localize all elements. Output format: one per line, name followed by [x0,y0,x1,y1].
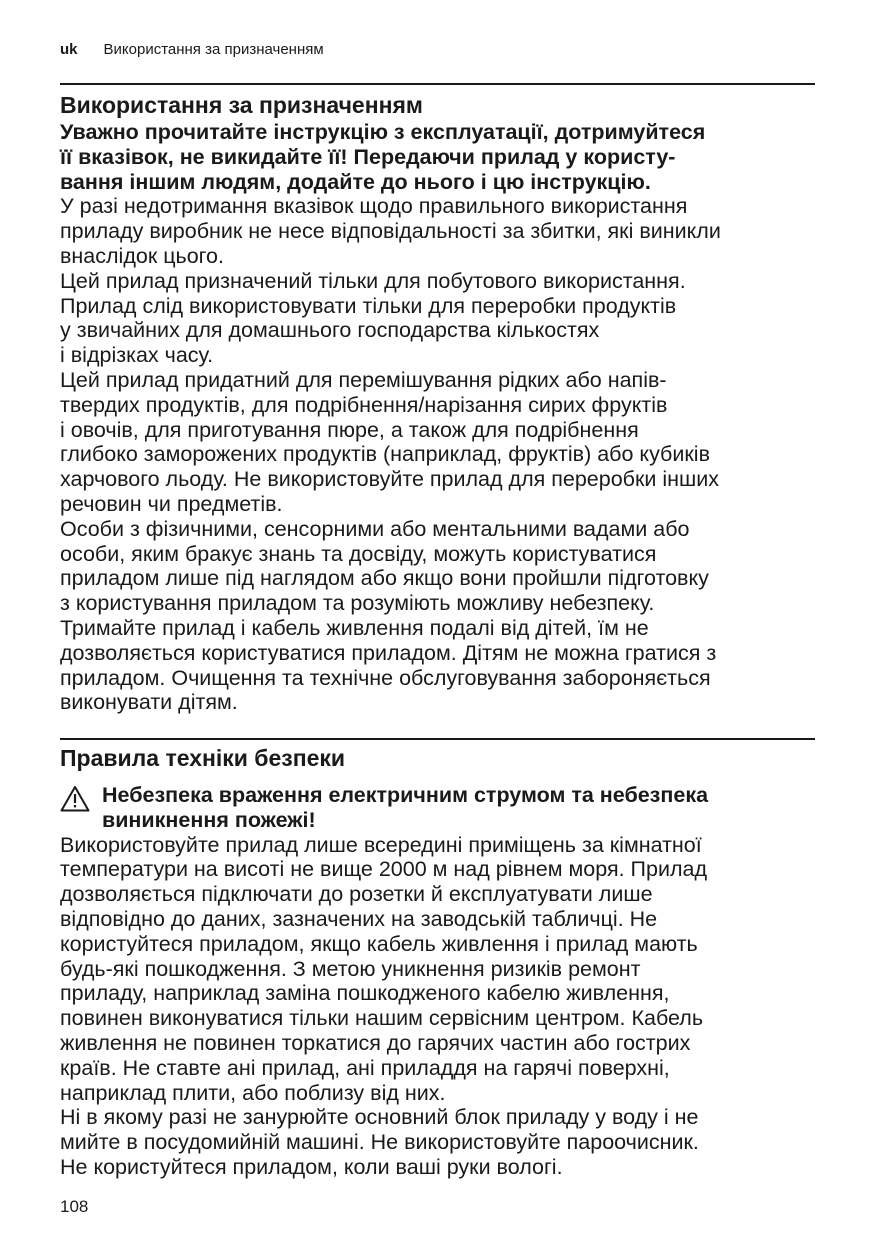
text-line: Ні в якому разі не занурюйте основний блок приладу у воду і не [60,1105,699,1130]
section-title: Правила техніки безпеки [60,745,346,771]
page-header [60,40,324,60]
text-line: живлення не повинен торкатися до гарячих частин або гострих [60,1030,691,1055]
body-text [60,833,820,1180]
text-line: Особи з фізичними, сенсорними або ментальними вадами або [60,516,690,541]
text-line: Цей прилад призначений тільки для побутового використання. [60,268,686,293]
page-number: 108 [60,1197,89,1216]
text-line: харчового льоду. Не використовуйте прилад для переробки інших [60,467,720,492]
text-line: твердих продуктів, для подрібнення/нарізання сирих фруктів [60,392,668,417]
text-line: виконувати дітям. [60,690,238,715]
text-line: приладом. Очищення та технічне обслуговування забороняється [60,665,711,690]
text-line: Уважно прочитайте інструкцію з експлуатації, дотримуйтеся [60,120,706,144]
section-safety-rules [60,743,820,1180]
text-line: наприклад плити, або поблизу від них. [60,1080,446,1105]
section-intended-use [60,90,820,715]
warning-heading-line: виникнення пожежі! [102,807,316,832]
text-line: Використовуйте прилад лише всередині приміщень за кімнатної [60,832,702,857]
text-line: приладу виробник не несе відповідальності за збитки, які виникли [60,219,721,244]
text-line: мийте в посудомийній машині. Не використовуйте пароочисник. [60,1130,699,1155]
text-line: і овочів, для приготування пюре, а також для подрібнення [60,417,639,442]
text-line: Не користуйтеся приладом, коли ваші руки вологі. [60,1154,563,1179]
text-line: У разі недотримання вказівок щодо правильного використання [60,194,688,219]
language-code: uk [60,41,78,58]
text-line: особи, яким бракує знань та досвіду, можуть користуватися [60,541,657,566]
text-line: Прилад слід використовувати тільки для переробки продуктів [60,293,677,318]
text-line: і відрізках часу. [60,343,214,368]
warning-heading-line: Небезпека враження електричним струмом та небезпека [102,783,709,807]
text-line: вання іншим людям, додайте до нього і цю інструкцію. [60,169,651,194]
text-line: будь-які пошкодження. З метою уникнення ризиків ремонт [60,956,641,981]
bold-intro [60,120,820,194]
text-line: країв. Не ставте ані прилад, ані приладдя на гарячі поверхні, [60,1055,670,1080]
text-line: речовин чи предметів. [60,491,283,516]
text-line: дозволяється підключати до розетки й експлуатувати лише [60,882,653,907]
text-line: глибоко заморожених продуктів (наприклад, фруктів) або кубиків [60,442,710,467]
text-line: користуйтеся приладом, якщо кабель живлення і прилад мають [60,931,698,956]
text-line: повинен виконуватися тільки нашим сервісним центром. Кабель [60,1006,704,1031]
warning-block [60,783,820,833]
text-line: Цей прилад придатний для перемішування рідких або напів- [60,367,667,392]
text-line: дозволяється користуватися приладом. Дітям не можна гратися з [60,640,717,665]
text-line: у звичайних для домашнього господарства кількостях [60,318,600,343]
header-divider [60,83,815,85]
text-line: з користування приладом та розуміють можливу небезпеку. [60,591,655,616]
text-line: приладом лише під наглядом або якщо вони пройшли підготовку [60,566,709,591]
section-title: Використання за призначенням [60,92,423,118]
section-divider [60,738,815,740]
header-section-title: Використання за призначенням [103,41,324,58]
text-line: приладу, наприклад заміна пошкодженого кабелю живлення, [60,981,670,1006]
body-text [60,194,820,715]
text-line: температури на висоті не вище 2000 м над рівнем моря. Прилад [60,857,708,882]
text-line: її вказівок, не викидайте її! Передаючи прилад у користу- [60,144,676,169]
text-line: внаслідок цього. [60,243,224,268]
text-line: відповідно до даних, зазначених на заводській табличці. Не [60,906,658,931]
text-line: Тримайте прилад і кабель живлення подалі від дітей, їм не [60,615,649,640]
warning-triangle-icon [60,785,90,812]
